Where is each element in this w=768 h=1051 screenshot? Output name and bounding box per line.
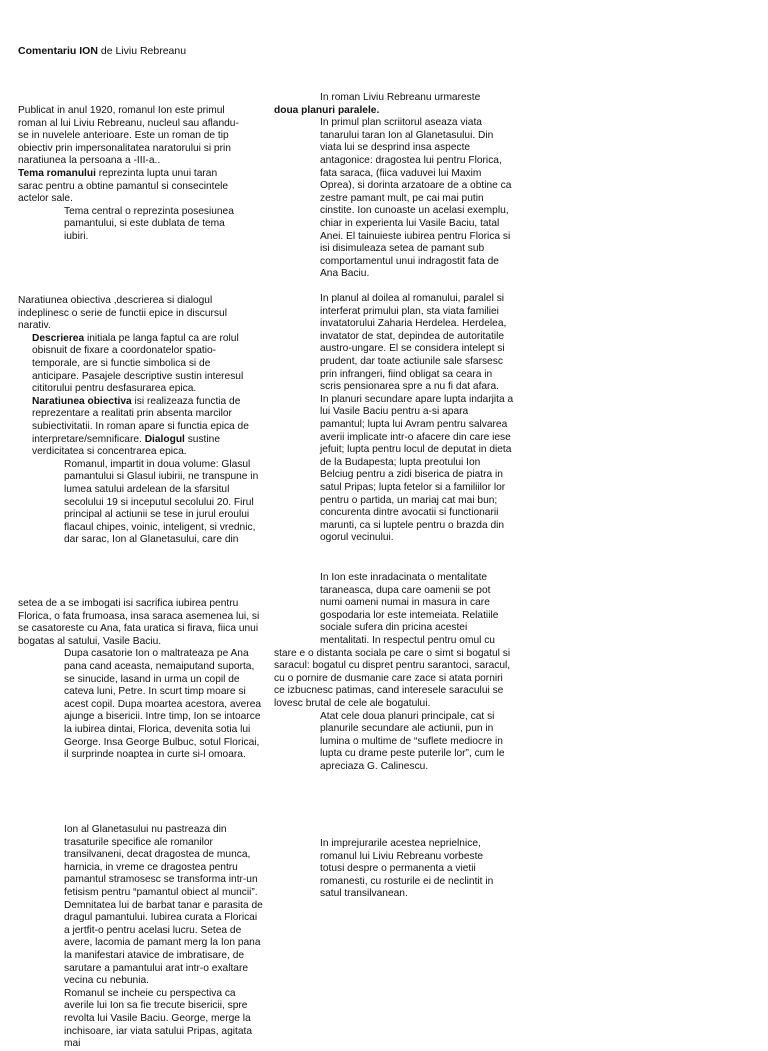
paragraph: In Ion este inradacinata o mentalitate taraneasca, dupa care oamenii se pot numi oameni numai in masura in care gospodaria lor este intemeiata. Relatiile sociale sufera din pricina acestei mentalitati. In respectul pentru omul cu bbox=[320, 572, 499, 646]
text-run: isi realizeaza functia de reprezentare a realitati prin absenta marcilor subiectivitatii. In roman apare si functia epica de interpretare/semnificare. bbox=[32, 395, 249, 445]
paragraph: Dupa casatorie Ion o maltrateaza pe Ana pana cand aceasta, nemaiputand suporta, se sinucide, lasand in urma un copil de cateva luni, Petre. In scurt timp moare si acest copil. Dupa moartea acestora, averea ajunge a bisericii. Intre timp, Ion se intoarce la iubirea dintai, Florica, devenita sotia lui George. Insa George Bulbuc, sotul Floricai, il surprinde noaptea in curte si-l omoara. bbox=[64, 648, 262, 761]
paragraph: Romanul, impartit in doua volume: Glasul pamantului si Glasul iubirii, ne transpune in lumea satului ardelean de la sfarsitul secolului 19 si inceputul secolului 20. Firul principal al actiunii se tese in jurul eroului flacaul chipes, voinic, inteligent, si vrednic, dar sarac, Ion al Glanetasului, care din bbox=[64, 458, 259, 546]
paragraph: Atat cele doua planuri principale, cat si planurile secundare ale actiunii, pun in lumina o multime de “suflete mediocre in lupta cu drame peste puterile lor”, cum le apreciaza G. Calinescu. bbox=[320, 710, 505, 772]
text-run: In roman Liviu Rebreanu urmareste bbox=[320, 92, 481, 103]
text-run: reprezinta lupta unui taran sarac pentru a obtine pamantul si consecintele actelor sale. bbox=[18, 167, 229, 205]
paragraph: Romanul se incheie cu perspectiva ca averile lui Ion sa fie trecute bisericii, spre revolta lui Vasile Baciu. George, merge la inchisoare, iar viata satului Pripas, agitata mai bbox=[64, 987, 253, 1050]
paragraph: In planuri secundare apare lupta indarjita a lui Vasile Baciu pentru a-si apara pamantul; lupta lui Avram pentru salvarea averii implicate intr-o afacere din care iese jefuit; lupta pentru locul de deputat in dieta de la Budapesta; lupta preotului Ion Belciug pentru a zidi biserica de piatra in satul Pripas; lupta fetelor si a familiilor lor pentru o partida, un mariaj cat mai bun; concurenta dintre avocatii si functionarii marunti, ca si luptele pentru o brazda din ogorul vecinului. bbox=[320, 393, 514, 544]
left-block-3 bbox=[18, 598, 262, 762]
right-block-4 bbox=[274, 838, 508, 901]
bold-run: Descrierea bbox=[32, 332, 85, 344]
paragraph bbox=[18, 168, 242, 206]
bold-run: Dialogul bbox=[144, 433, 185, 445]
title-bold: Comentariu ION bbox=[18, 45, 98, 57]
bold-run: doua planuri paralele. bbox=[274, 104, 380, 116]
paragraph bbox=[274, 105, 514, 118]
paragraph: stare e o distanta sociala pe care o simt si bogatul si saracul: bogatul cu dispret pentru sarantoci, saracul, cu o pornire de dusmanie care zace si atata porniri ce izbucnesc patimas, cand interesele saracului se lovesc brutal de cele ale bogatului. bbox=[274, 647, 511, 709]
left-block-1 bbox=[18, 105, 242, 244]
paragraph: In planul al doilea al romanului, paralel si interferat primului plan, sta viata familiei invatatorului Zaharia Herdelea. Herdelea, invatator de stat, depindea de autoritatile austro-ungare. El se considera intelept si prudent, dar toate actiunile sale sfarsesc prin infrangeri, fiind obligat sa ceara in scris pensionarea spre a nu fi dat afara. bbox=[320, 293, 507, 393]
title-rest: de Liviu Rebreanu bbox=[97, 45, 187, 57]
right-block-1 bbox=[274, 92, 514, 281]
paragraph: In imprejurarile acestea neprielnice, romanul lui Liviu Rebreanu vorbeste totusi despre o permanenta a vietii romanesti, cu rosturile ei de neclintit in satul transilvanean. bbox=[320, 838, 494, 900]
paragraph bbox=[18, 333, 260, 396]
paragraph bbox=[274, 92, 514, 105]
bold-run: Tema romanului bbox=[18, 167, 96, 179]
left-block-2 bbox=[18, 295, 260, 547]
document-title bbox=[18, 45, 186, 58]
text-run: initiala pe langa faptul ca are rolul obisnuit de fixare a coordonatelor spatio-temporale, are si functie simbolica si de anticipare. Pasajele descriptive sustin interesul cititorului pentru desfasurarea epica. bbox=[32, 332, 244, 395]
right-block-2 bbox=[274, 293, 514, 545]
right-block-3 bbox=[274, 572, 514, 774]
paragraph: Naratiunea obiectiva ,descrierea si dialogul indeplinesc o serie de functii epice in discursul narativ. bbox=[18, 295, 227, 332]
paragraph bbox=[18, 396, 260, 459]
text-run: sustine verdicitatea si concentrarea epica. bbox=[32, 433, 220, 458]
paragraph: In primul plan scriitorul aseaza viata tanarului taran Ion al Glanetasului. Din viata lui se desprind insa aspecte antagonice: dragostea lui pentru Florica, fata saraca, (fiica vaduvei lui Maxim Oprea), si dorinta arzatoare de a obtine ca zestre pamant mult, pe cai mai putin cinstite. Ion cunoaste un acelasi exemplu, chiar in experienta lui Vasile Baciu, tatal Anei. El tainuieste iubirea pentru Florica si isi disimuleaza setea de pamant sub comportamentul unui indragostit fata de Ana Baciu. bbox=[320, 117, 512, 280]
paragraph: setea de a se imbogati isi sacrifica iubirea pentru Florica, o fata frumoasa, insa saraca asemenea lui, si se casatoreste cu Ana, fata uratica si firava, fiica unui bogatas al satului, Vasile Baciu. bbox=[18, 598, 260, 647]
left-block-4 bbox=[18, 824, 264, 1050]
bold-run: Naratiunea obiectiva bbox=[32, 395, 132, 407]
paragraph: Ion al Glanetasului nu pastreaza din trasaturile specifice ale romanilor transilvaneni, decat dragostea de munca, harnicia, in vreme ce dragostea pentru pamantul stramosesc se transforma intr-un fetisism pentru “pamantul obiect al muncii”. Demnitatea lui de barbat tanar e parasita de dragul pamantului. Iubirea curata a Floricai a jertfit-o pentru acelasi lucru. Setea de avere, lacomia de pamant merg la Ion pana la manifestari atavice de imbratisare, de sarutare a pamantului arat intr-o exaltare vecina cu nebunia. bbox=[64, 824, 263, 987]
paragraph: Publicat in anul 1920, romanul Ion este primul roman al lui Liviu Rebreanu, nucleul sau aflandu-se in nuvelele anterioare. Este un roman de tip obiectiv prin impersonalitatea naratorului si prin naratiunea la persoana a -III-a.. bbox=[18, 105, 239, 167]
paragraph: Tema central o reprezinta posesiunea pamantului, si este dublata de tema iubiri. bbox=[64, 205, 234, 242]
